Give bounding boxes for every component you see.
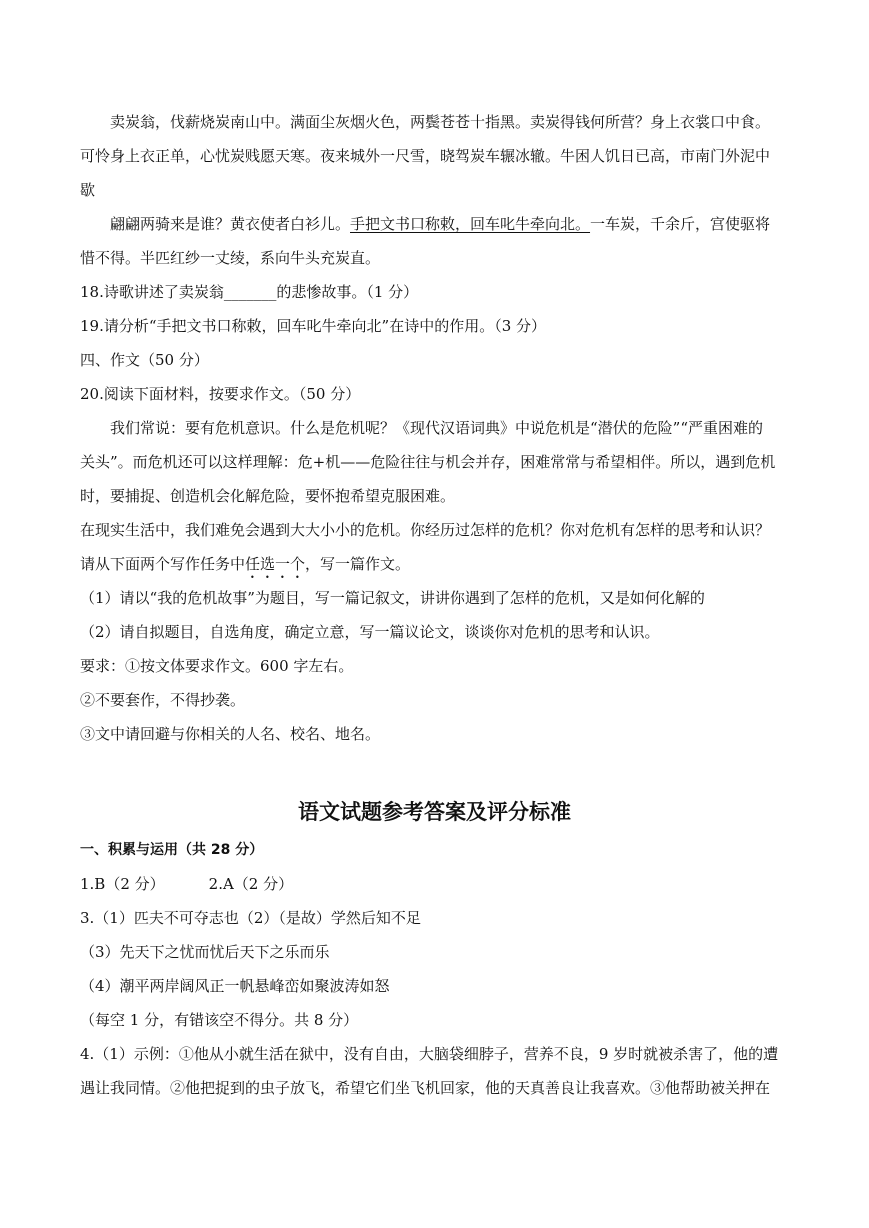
answer-4-cont: 遇让我同情。②他把捉到的虫子放飞，希望它们坐飞机回家，他的天真善良让我喜欢。③他帮助被关押在 — [80, 1079, 771, 1097]
scoring-note: （每空 1 分，有错该空不得分。共 8 分） — [80, 1011, 359, 1029]
answer-3: 3.（1）匹夫不可夺志也（2）（是故）学然后知不足 — [80, 909, 421, 927]
requirement-2: ②不要套作，不得抄袭。 — [80, 691, 246, 709]
question-20: 20.阅读下面材料，按要求作文。（50 分） — [80, 385, 361, 403]
poem-text: 一车炭，千余斤，宫使驱将 — [590, 215, 771, 233]
material-line: 我们常说：要有危机意识。什么是危机呢？《现代汉语词典》中说危机是“潜伏的危险”“严重困难的 — [110, 419, 764, 437]
poem-text: 翩翩两骑来是谁？黄衣使者白衫儿。 — [110, 215, 351, 233]
writing-task-1: （1）请以“我的危机故事”为题目，写一篇记叙文，讲讲你遇到了怎样的危机，又是如何化解的 — [80, 589, 705, 607]
requirement-3: ③文中请回避与你相关的人名、校名、地名。 — [80, 725, 381, 743]
requirement-1: 要求：①按文体要求作文。600 字左右。 — [80, 657, 354, 675]
answer-3-part: （4）潮平两岸阔风正一帆悬峰峦如聚波涛如怒 — [80, 977, 390, 995]
answer-3-part: （3）先天下之忧而忧后天下之乐而乐 — [80, 943, 330, 961]
question-18: 18.诗歌讲述了卖炭翁_______的悲惨故事。（1 分） — [80, 283, 419, 301]
poem-line: 可怜身上衣正单，心忧炭贱愿天寒。夜来城外一尺雪，晓驾炭车辗冰辙。牛困人饥日已高，市南门外泥中 — [80, 147, 771, 165]
poem-line: 歇 — [80, 181, 96, 199]
material-text: ，写一篇作文。 — [305, 555, 411, 573]
emphasized-text: 任选一个 — [245, 555, 306, 573]
material-text: 请从下面两个写作任务中 — [80, 555, 246, 573]
answer-2: 2.A（2 分） — [208, 875, 294, 893]
material-line — [80, 554, 410, 582]
writing-task-2: （2）请自拟题目，自选角度，确定立意，写一篇议论文，谈谈你对危机的思考和认识。 — [80, 623, 660, 641]
section-heading: 四、作文（50 分） — [80, 351, 209, 369]
material-line: 关头”。而危机还可以这样理解：危+机——危险往往与机会并存，困难常常与希望相伴。所以，遇到危机 — [80, 453, 776, 471]
answer-line — [80, 874, 293, 894]
poem-line: 卖炭翁，伐薪烧炭南山中。满面尘灰烟火色，两鬓苍苍十指黑。卖炭得钱何所营？身上衣裳口中食。 — [110, 113, 771, 131]
underlined-verse: 手把文书口称敕，回车叱牛牵向北。 — [350, 215, 591, 233]
material-line: 时，要捕捉、创造机会化解危险，要怀抱希望克服困难。 — [80, 487, 456, 505]
question-19: 19.请分析“手把文书口称敕，回车叱牛牵向北”在诗中的作用。（3 分） — [80, 317, 547, 335]
answer-section-heading: 一、积累与运用（共 28 分） — [80, 842, 264, 858]
answer-4: 4.（1）示例：①他从小就生活在狱中，没有自由，大脑袋细脖子，营养不良，9 岁时就被杀害了，他的遭 — [80, 1045, 779, 1063]
poem-line: 惜不得。半匹红纱一丈绫，系向牛头充炭直。 — [80, 249, 381, 267]
answer-1: 1.B（2 分） — [80, 875, 165, 893]
poem-line — [110, 214, 770, 234]
answer-key-title: 语文试题参考答案及评分标准 — [298, 800, 571, 824]
material-line: 在现实生活中，我们难免会遇到大大小小的危机。你经历过怎样的危机？你对危机有怎样的思考和认识？ — [80, 521, 771, 539]
